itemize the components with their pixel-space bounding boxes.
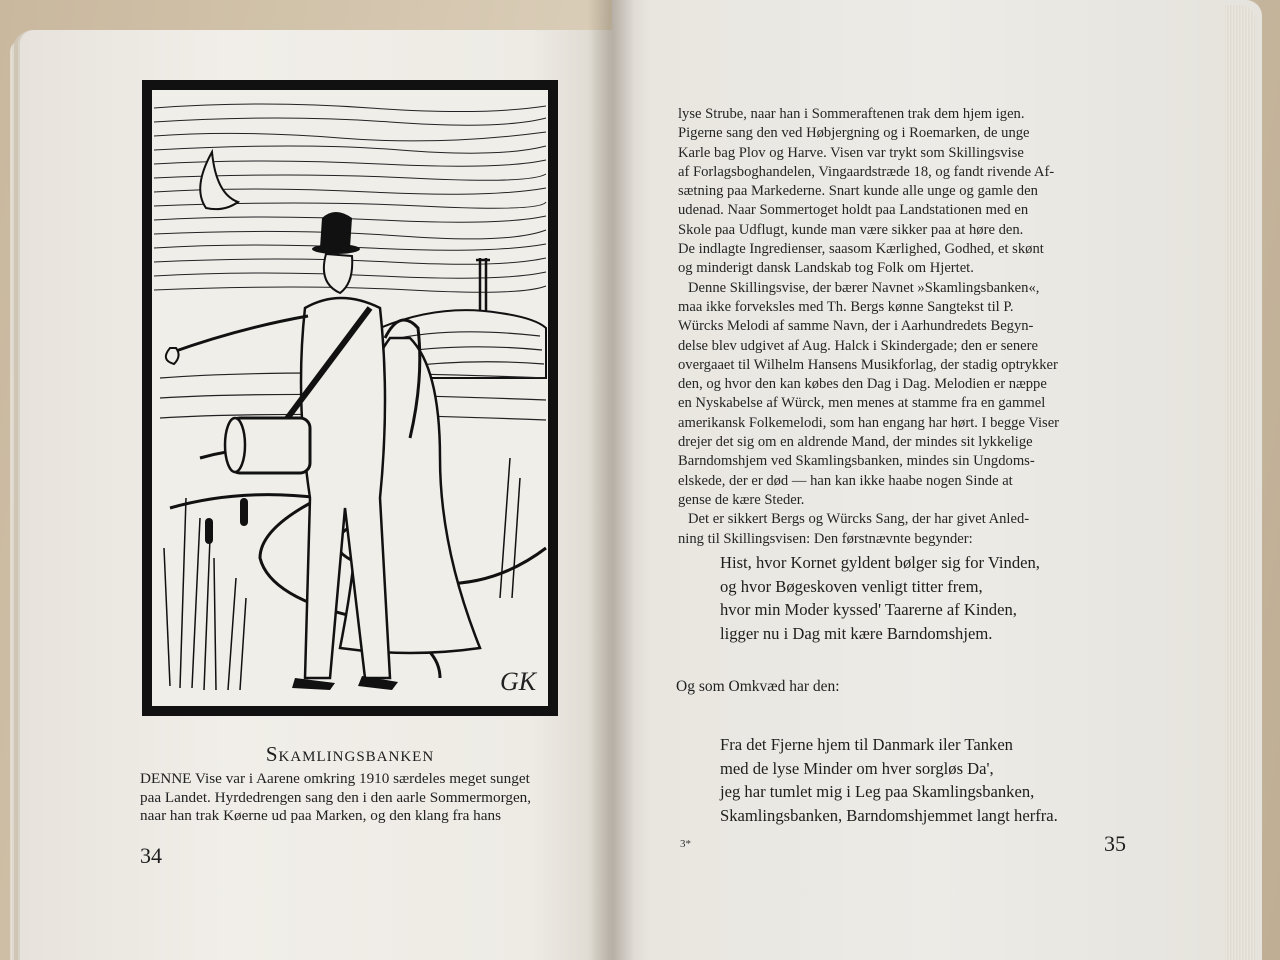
- poem-verse-1: [720, 551, 1040, 645]
- body-line: og minderigt dansk Landskab tog Folk om Hjertet.: [678, 260, 974, 277]
- book-gutter: [588, 0, 634, 960]
- body-line: overgaaet til Wilhelm Hansens Musikforlag, der stadig optrykker: [678, 356, 1058, 373]
- body-line: Det er sikkert Bergs og Würcks Sang, der har givet Anled-: [688, 511, 1030, 528]
- body-line: elskede, der er død — han kan ikke haabe nogen Sinde at: [678, 472, 1013, 489]
- refrain-intro: Og som Omkvæd har den:: [676, 678, 840, 695]
- body-line: Würcks Melodi af samme Navn, der i Aarhundredets Begyn-: [678, 318, 1034, 335]
- body-line: Denne Skillingsvise, der bærer Navnet »Skamlingsbanken«,: [688, 279, 1040, 296]
- caption-body: [140, 770, 560, 826]
- body-line: lyse Strube, naar han i Sommeraftenen trak dem hjem igen.: [678, 106, 1025, 122]
- caption-line: DENNE Vise var i Aarene omkring 1910 særdeles meget sunget: [140, 770, 530, 787]
- body-line: drejer det sig om en aldrende Mand, der mindes sit lykkelige: [678, 434, 1033, 451]
- woodcut-illustration: [140, 78, 560, 718]
- body-line: De indlagte Ingredienser, saasom Kærlighed, Godhed, et skønt: [678, 241, 1044, 258]
- body-line: Karle bag Plov og Harve. Visen var trykt som Skillingsvise: [678, 144, 1024, 161]
- right-page-body: [678, 105, 1058, 549]
- page-number-left: 34: [140, 843, 162, 868]
- body-line: en Nyskabelse af Würck, men menes at stamme fra en gammel: [678, 395, 1046, 412]
- verse-line: hvor min Moder kyssed' Taarerne af Kinden,: [720, 600, 1017, 619]
- body-line: den, og hvor den kan købes den Dag i Dag. Melodien er næppe: [678, 376, 1047, 393]
- body-line: sætning paa Markederne. Snart kunde alle unge og gamle den: [678, 183, 1038, 200]
- caption-line: naar han trak Køerne ud paa Marken, og den klang fra hans: [140, 807, 501, 824]
- body-line: gense de kære Steder.: [678, 491, 805, 508]
- illustration-monogram: GK: [500, 667, 537, 696]
- verse-line: Hist, hvor Kornet gyldent bølger sig for Vinden,: [720, 553, 1040, 572]
- verse-line: ligger nu i Dag mit kære Barndomshjem.: [720, 623, 993, 643]
- body-line: udenad. Naar Sommertoget holdt paa Landstationen med en: [678, 202, 1029, 219]
- signature-mark: 3*: [680, 838, 691, 850]
- caption-line: paa Landet. Hyrdedrengen sang den i den aarle Sommermorgen,: [140, 788, 532, 806]
- verse-line: Skamlingsbanken, Barndomshjemmet langt herfra.: [720, 805, 1058, 825]
- verse-line: Fra det Fjerne hjem til Danmark iler Tanken: [720, 735, 1013, 754]
- verse-line: med de lyse Minder om hver sorgløs Da',: [720, 758, 994, 778]
- verse-line: jeg har tumlet mig i Leg paa Skamlingsbanken,: [720, 782, 1035, 801]
- body-line: Pigerne sang den ved Høbjergning og i Roemarken, de unge: [678, 125, 1030, 142]
- caption-title: Skamlingsbanken: [265, 742, 435, 766]
- poem-verse-2: [720, 733, 1058, 827]
- body-line: maa ikke forveksles med Th. Bergs kønne Sangtekst til P.: [678, 298, 1014, 315]
- body-line: delse blev udgivet af Aug. Halck i Skindergade; den er senere: [678, 337, 1038, 354]
- body-line: af Forlagsboghandelen, Vingaardstræde 18, og fandt rivende Af-: [678, 163, 1055, 180]
- right-page-edges: [1225, 5, 1255, 960]
- page-number-right: 35: [1104, 831, 1126, 856]
- body-line: amerikansk Folkemelodi, som han engang har hørt. I begge Viser: [678, 414, 1060, 431]
- body-line: Skole paa Udflugt, kunde man være sikker paa at høre den.: [678, 221, 1024, 238]
- body-line: Barndomshjem ved Skamlingsbanken, mindes sin Ungdoms-: [678, 453, 1035, 470]
- verse-line: og hvor Bøgeskoven venligt titter frem,: [720, 576, 983, 596]
- body-line: ning til Skillingsvisen: Den førstnævnte begynder:: [678, 530, 973, 547]
